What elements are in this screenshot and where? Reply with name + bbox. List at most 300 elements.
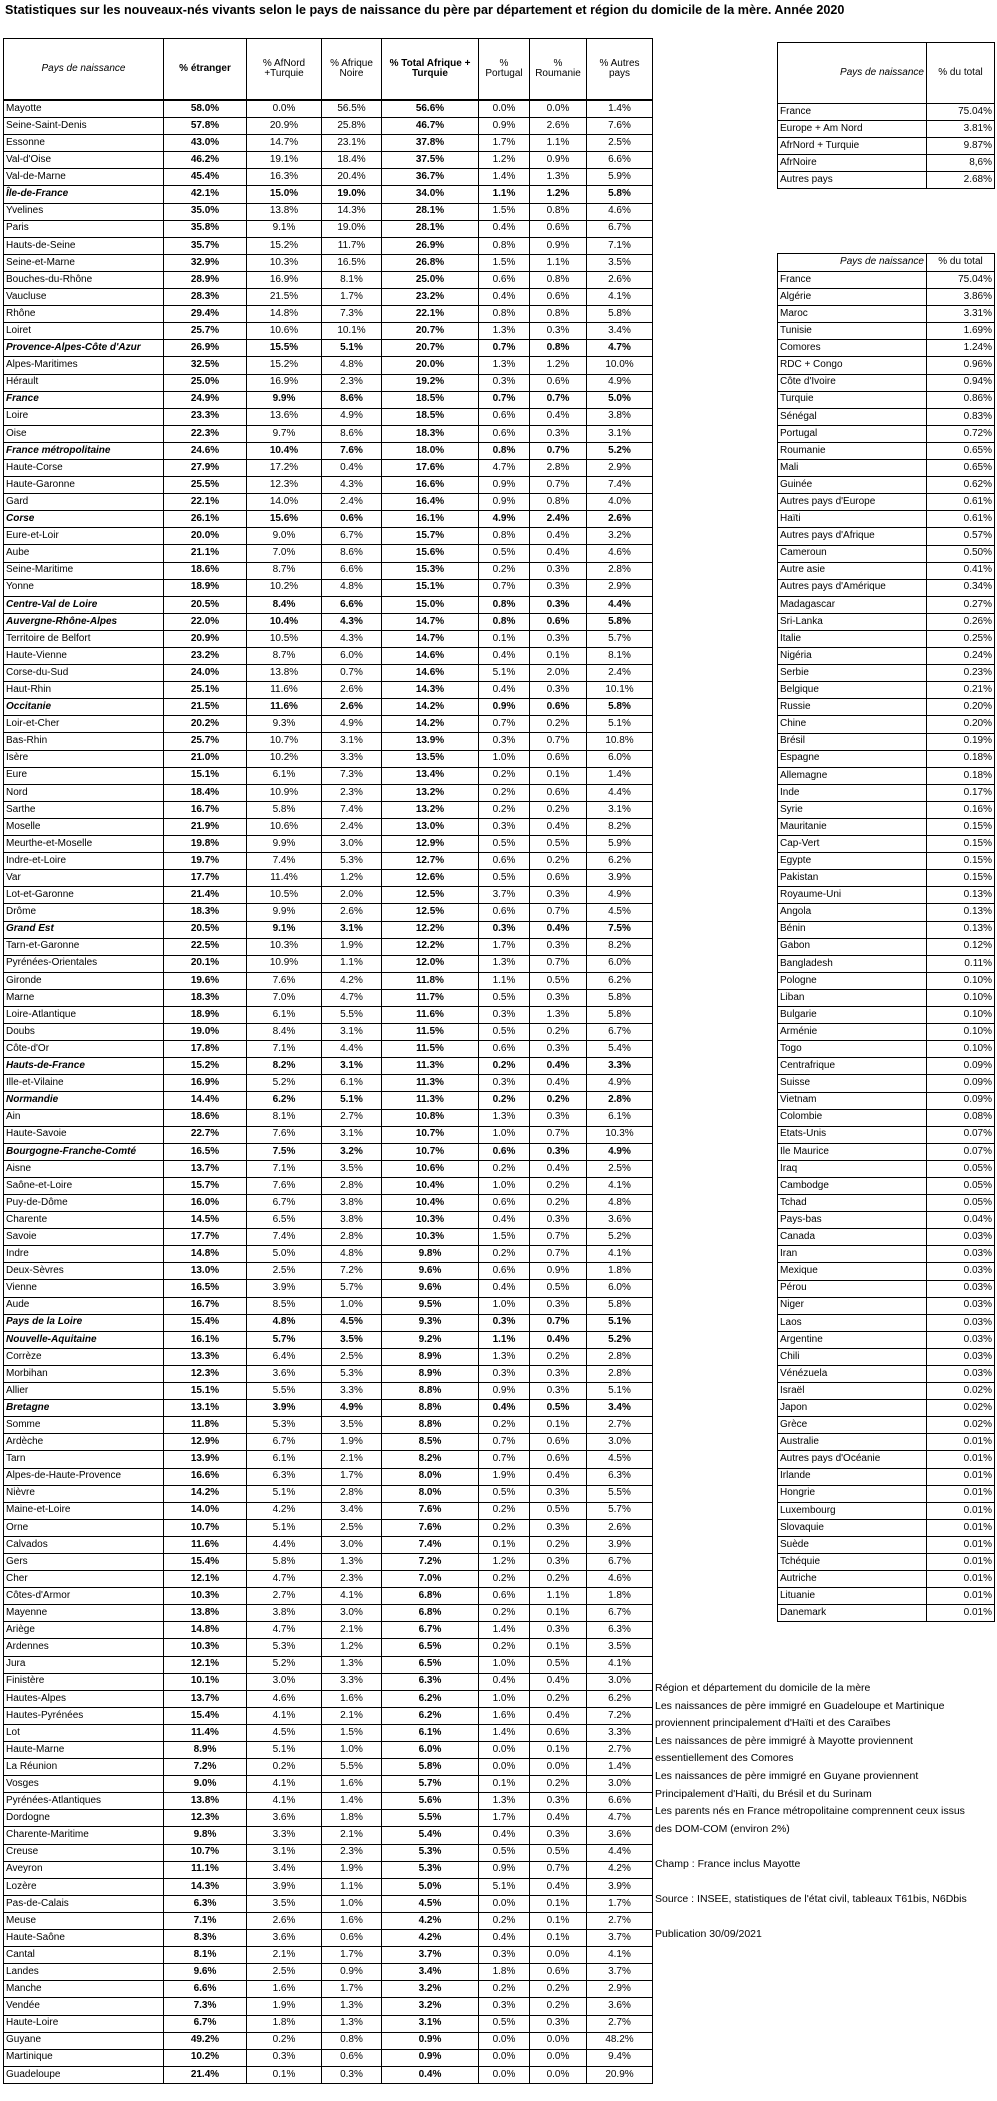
value-cell: 0.2% — [530, 716, 587, 733]
value-cell: 0.7% — [479, 340, 530, 357]
value-cell: 11.1% — [164, 1861, 247, 1878]
value-cell: 5.8% — [247, 801, 322, 818]
table-row — [4, 374, 653, 391]
row-label: Val-d'Oise — [4, 152, 164, 169]
table-row — [778, 1109, 995, 1126]
value-cell: 5.3% — [322, 853, 382, 870]
table-row — [4, 1776, 653, 1793]
value-cell: 2.6% — [322, 904, 382, 921]
value-cell: 5.1% — [479, 1878, 530, 1895]
value-cell: 5.8% — [587, 699, 653, 716]
table-row — [4, 1571, 653, 1588]
table-row — [778, 784, 995, 801]
value-cell: 14.7% — [247, 135, 322, 152]
value-cell: 0.07% — [927, 1143, 995, 1160]
value-cell: 14.4% — [164, 1092, 247, 1109]
value-cell: 8.1% — [322, 271, 382, 288]
table-row — [4, 613, 653, 630]
value-cell: 14.8% — [247, 306, 322, 323]
value-cell: 0.6% — [479, 408, 530, 425]
value-cell: 34.0% — [382, 186, 479, 203]
value-cell: 18.5% — [382, 391, 479, 408]
table-row — [4, 1485, 653, 1502]
value-cell: 13.3% — [164, 1348, 247, 1365]
value-cell: 2.9% — [587, 459, 653, 476]
value-cell: 4.7% — [322, 989, 382, 1006]
table-row — [778, 1588, 995, 1605]
value-cell: 7.2% — [382, 1553, 479, 1570]
value-cell: 0.7% — [479, 391, 530, 408]
value-cell: 14.8% — [164, 1622, 247, 1639]
value-cell: 5.3% — [322, 1365, 382, 1382]
table-row — [778, 1195, 995, 1212]
value-cell: 5.1% — [247, 1485, 322, 1502]
value-cell: 0.5% — [479, 989, 530, 1006]
value-cell: 0.12% — [927, 938, 995, 955]
row-label: Alpes-Maritimes — [4, 357, 164, 374]
table-row — [4, 220, 653, 237]
table-row — [778, 1400, 995, 1417]
value-cell: 0.6% — [530, 870, 587, 887]
table-row — [4, 1622, 653, 1639]
table-row — [778, 138, 995, 155]
table-row — [4, 1451, 653, 1468]
value-cell: 1.3% — [479, 955, 530, 972]
value-cell: 0.65% — [927, 460, 995, 477]
value-cell: 0.2% — [530, 1348, 587, 1365]
value-cell: 2.5% — [247, 1964, 322, 1981]
value-cell: 0.3% — [247, 2049, 322, 2066]
row-label: Europe + Am Nord — [778, 121, 927, 138]
table-row — [4, 1058, 653, 1075]
row-label: Chine — [778, 716, 927, 733]
row-label: AfrNord + Turquie — [778, 138, 927, 155]
value-cell: 5.5% — [322, 1759, 382, 1776]
value-cell: 10.8% — [382, 1109, 479, 1126]
value-cell: 0.8% — [530, 306, 587, 323]
value-cell: 21.5% — [247, 289, 322, 306]
value-cell: 1.1% — [530, 1588, 587, 1605]
value-cell: 5.8% — [587, 186, 653, 203]
value-cell: 9.9% — [247, 904, 322, 921]
value-cell: 14.2% — [382, 716, 479, 733]
value-cell: 6.1% — [322, 1075, 382, 1092]
value-cell: 4.4% — [322, 1041, 382, 1058]
value-cell: 0.09% — [927, 1058, 995, 1075]
value-cell: 8.4% — [247, 1024, 322, 1041]
value-cell: 0.1% — [479, 630, 530, 647]
value-cell: 3.31% — [927, 306, 995, 323]
table-row — [778, 1536, 995, 1553]
value-cell: 0.4% — [530, 1331, 587, 1348]
value-cell: 2.1% — [322, 1827, 382, 1844]
table-row — [778, 1212, 995, 1229]
value-cell: 0.6% — [530, 289, 587, 306]
value-cell: 20.4% — [322, 169, 382, 186]
value-cell: 6.6% — [587, 152, 653, 169]
table-row — [4, 1588, 653, 1605]
value-cell: 6.0% — [587, 750, 653, 767]
value-cell: 17.7% — [164, 1229, 247, 1246]
value-cell: 0.4% — [479, 1930, 530, 1947]
row-label: AfrNoire — [778, 155, 927, 172]
value-cell: 6.1% — [247, 1006, 322, 1023]
value-cell: 2.7% — [587, 1417, 653, 1434]
row-label: Moselle — [4, 818, 164, 835]
value-cell: 4.6% — [587, 203, 653, 220]
value-cell: 5.7% — [587, 1502, 653, 1519]
value-cell: 0.2% — [530, 1177, 587, 1194]
value-cell: 18.6% — [164, 1109, 247, 1126]
value-cell: 8.6% — [322, 391, 382, 408]
row-label: Côtes-d'Armor — [4, 1588, 164, 1605]
value-cell: 5.1% — [587, 1314, 653, 1331]
value-cell: 1.3% — [479, 1793, 530, 1810]
value-cell: 1.3% — [479, 1109, 530, 1126]
value-cell: 1.9% — [479, 1468, 530, 1485]
row-label: Yonne — [4, 579, 164, 596]
row-label: Haute-Corse — [4, 459, 164, 476]
row-label: Creuse — [4, 1844, 164, 1861]
row-label: Meuse — [4, 1912, 164, 1929]
table-row — [4, 289, 653, 306]
table-row — [4, 1314, 653, 1331]
value-cell: 3.8% — [247, 1605, 322, 1622]
value-cell: 3.6% — [587, 1998, 653, 2015]
table-row — [778, 1451, 995, 1468]
value-cell: 0.0% — [530, 2032, 587, 2049]
value-cell: 3.1% — [322, 1126, 382, 1143]
value-cell: 0.13% — [927, 887, 995, 904]
value-cell: 3.4% — [587, 323, 653, 340]
value-cell: 0.25% — [927, 630, 995, 647]
value-cell: 3.2% — [382, 1981, 479, 1998]
row-label: Bangladesh — [778, 955, 927, 972]
row-label: Finistère — [4, 1673, 164, 1690]
value-cell: 0.16% — [927, 801, 995, 818]
row-label: Isère — [4, 750, 164, 767]
table-row — [4, 1861, 653, 1878]
value-cell: 0.24% — [927, 648, 995, 665]
value-cell: 5.8% — [382, 1759, 479, 1776]
value-cell: 3.5% — [322, 1160, 382, 1177]
value-cell: 0.0% — [479, 2066, 530, 2083]
value-cell: 2.68% — [927, 172, 995, 189]
value-cell: 24.0% — [164, 665, 247, 682]
row-label: Loir-et-Cher — [4, 716, 164, 733]
value-cell: 0.20% — [927, 716, 995, 733]
value-cell: 3.3% — [322, 750, 382, 767]
value-cell: 0.3% — [530, 1383, 587, 1400]
value-cell: 0.01% — [927, 1451, 995, 1468]
table-row — [4, 870, 653, 887]
value-cell: 5.9% — [587, 836, 653, 853]
value-cell: 56.5% — [322, 100, 382, 118]
value-cell: 5.8% — [587, 1297, 653, 1314]
value-cell: 0.2% — [479, 1605, 530, 1622]
value-cell: 0.3% — [530, 323, 587, 340]
value-cell: 1.6% — [322, 1776, 382, 1793]
value-cell: 0.4% — [530, 1058, 587, 1075]
value-cell: 6.3% — [587, 1622, 653, 1639]
value-cell: 0.3% — [530, 1297, 587, 1314]
value-cell: 7.4% — [247, 1229, 322, 1246]
value-cell: 0.2% — [530, 853, 587, 870]
row-label: Ille-et-Vilaine — [4, 1075, 164, 1092]
value-cell: 10.5% — [247, 887, 322, 904]
value-cell: 5.5% — [587, 1485, 653, 1502]
value-cell: 0.4% — [479, 220, 530, 237]
value-cell: 0.7% — [530, 1861, 587, 1878]
table-row — [4, 1075, 653, 1092]
value-cell: 1.5% — [322, 1724, 382, 1741]
table-row — [778, 1502, 995, 1519]
value-cell: 7.1% — [247, 1041, 322, 1058]
value-cell: 5.1% — [322, 1092, 382, 1109]
value-cell: 0.8% — [479, 613, 530, 630]
origin-summary-table — [777, 42, 995, 189]
value-cell: 20.0% — [382, 357, 479, 374]
value-cell: 8.2% — [382, 1451, 479, 1468]
value-cell: 4.1% — [247, 1707, 322, 1724]
value-cell: 2.3% — [322, 1571, 382, 1588]
table-row — [778, 511, 995, 528]
table-row — [4, 1006, 653, 1023]
table-row — [4, 1502, 653, 1519]
value-cell: 0.61% — [927, 494, 995, 511]
value-cell: 6.7% — [587, 1553, 653, 1570]
value-cell: 4.9% — [587, 374, 653, 391]
value-cell: 7.2% — [164, 1759, 247, 1776]
value-cell: 2.1% — [322, 1622, 382, 1639]
value-cell: 0.10% — [927, 972, 995, 989]
value-cell: 0.6% — [322, 2049, 382, 2066]
value-cell: 0.1% — [479, 1776, 530, 1793]
table-row — [4, 1297, 653, 1314]
value-cell: 4.2% — [587, 1861, 653, 1878]
value-cell: 3.5% — [247, 1895, 322, 1912]
value-cell: 7.6% — [382, 1519, 479, 1536]
value-cell: 2.6% — [322, 682, 382, 699]
value-cell: 0.4% — [530, 545, 587, 562]
value-cell: 25.0% — [164, 374, 247, 391]
table-row — [778, 545, 995, 562]
value-cell: 16.9% — [164, 1075, 247, 1092]
value-cell: 1.5% — [479, 254, 530, 271]
table-row — [4, 1229, 653, 1246]
value-cell: 4.3% — [322, 630, 382, 647]
country-table-header — [778, 254, 995, 272]
value-cell: 3.9% — [587, 1536, 653, 1553]
row-label: Brésil — [778, 733, 927, 750]
value-cell: 14.8% — [164, 1246, 247, 1263]
row-label: Belgique — [778, 682, 927, 699]
value-cell: 8.6% — [322, 545, 382, 562]
value-cell: 13.1% — [164, 1400, 247, 1417]
value-cell: 35.7% — [164, 237, 247, 254]
value-cell: 6.0% — [322, 648, 382, 665]
table-row — [4, 340, 653, 357]
value-cell: 7.0% — [247, 989, 322, 1006]
value-cell: 0.7% — [530, 442, 587, 459]
value-cell: 2.8% — [322, 1177, 382, 1194]
row-label: Orne — [4, 1519, 164, 1536]
value-cell: 75.04% — [927, 272, 995, 289]
value-cell: 6.6% — [164, 1981, 247, 1998]
value-cell: 6.0% — [587, 955, 653, 972]
value-cell: 1.4% — [479, 1622, 530, 1639]
value-cell: 0.1% — [530, 1930, 587, 1947]
value-cell: 0.03% — [927, 1263, 995, 1280]
row-label: Provence-Alpes-Côte d'Azur — [4, 340, 164, 357]
table-row — [778, 648, 995, 665]
value-cell: 0.2% — [479, 562, 530, 579]
value-cell: 15.3% — [382, 562, 479, 579]
value-cell: 1.3% — [322, 1998, 382, 2015]
value-cell: 4.7% — [587, 1810, 653, 1827]
value-cell: 10.1% — [164, 1673, 247, 1690]
value-cell: 21.1% — [164, 545, 247, 562]
value-cell: 0.2% — [530, 1776, 587, 1793]
value-cell: 15.2% — [247, 357, 322, 374]
value-cell: 0.94% — [927, 374, 995, 391]
value-cell: 3.0% — [587, 1434, 653, 1451]
value-cell: 9.6% — [382, 1263, 479, 1280]
value-cell: 0.3% — [530, 1041, 587, 1058]
value-cell: 13.8% — [164, 1793, 247, 1810]
value-cell: 0.0% — [479, 1742, 530, 1759]
value-cell: 16.7% — [164, 801, 247, 818]
row-label: Allemagne — [778, 767, 927, 784]
table-row — [4, 1639, 653, 1656]
value-cell: 19.0% — [322, 186, 382, 203]
value-cell: 12.3% — [164, 1810, 247, 1827]
value-cell: 13.9% — [382, 733, 479, 750]
value-cell: 11.8% — [164, 1417, 247, 1434]
row-label: Corrèze — [4, 1348, 164, 1365]
value-cell: 6.3% — [164, 1895, 247, 1912]
value-cell: 6.0% — [382, 1742, 479, 1759]
table-row — [778, 104, 995, 121]
table-row — [778, 716, 995, 733]
value-cell: 13.2% — [382, 784, 479, 801]
value-cell: 0.9% — [530, 237, 587, 254]
value-cell: 2.7% — [587, 1742, 653, 1759]
row-label: Landes — [4, 1964, 164, 1981]
row-label: Madagascar — [778, 596, 927, 613]
value-cell: 0.2% — [530, 801, 587, 818]
value-cell: 9.87% — [927, 138, 995, 155]
value-cell: 2.6% — [322, 699, 382, 716]
value-cell: 7.0% — [382, 1571, 479, 1588]
table-row — [778, 938, 995, 955]
value-cell: 6.7% — [587, 220, 653, 237]
value-cell: 0.9% — [530, 1263, 587, 1280]
row-label: Doubs — [4, 1024, 164, 1041]
value-cell: 0.2% — [479, 1981, 530, 1998]
table-row — [4, 1759, 653, 1776]
value-cell: 11.3% — [382, 1075, 479, 1092]
table-row — [4, 887, 653, 904]
row-label: Bas-Rhin — [4, 733, 164, 750]
row-label: Russie — [778, 699, 927, 716]
value-cell: 0.4% — [382, 2066, 479, 2083]
value-cell: 4.1% — [587, 1177, 653, 1194]
value-cell: 3.6% — [587, 1212, 653, 1229]
value-cell: 1.7% — [322, 1981, 382, 1998]
table-row — [4, 1536, 653, 1553]
value-cell: 0.07% — [927, 1126, 995, 1143]
row-label: Bourgogne-Franche-Comté — [4, 1143, 164, 1160]
value-cell: 1.7% — [322, 1947, 382, 1964]
value-cell: 21.5% — [164, 699, 247, 716]
value-cell: 3.1% — [587, 801, 653, 818]
value-cell: 3.4% — [322, 1502, 382, 1519]
table-row — [778, 579, 995, 596]
row-label: Nord — [4, 784, 164, 801]
value-cell: 2.5% — [322, 1519, 382, 1536]
value-cell: 0.10% — [927, 989, 995, 1006]
header-row — [778, 254, 995, 272]
row-label: Indre — [4, 1246, 164, 1263]
value-cell: 15.1% — [164, 1383, 247, 1400]
row-label: Nouvelle-Aquitaine — [4, 1331, 164, 1348]
value-cell: 48.2% — [587, 2032, 653, 2049]
value-cell: 7.6% — [247, 1126, 322, 1143]
table-row — [4, 716, 653, 733]
value-cell: 10.9% — [247, 784, 322, 801]
row-label: Rhône — [4, 306, 164, 323]
value-cell: 0.8% — [530, 271, 587, 288]
value-cell: 3.7% — [479, 887, 530, 904]
row-label: Vienne — [4, 1280, 164, 1297]
value-cell: 6.2% — [247, 1092, 322, 1109]
table-row — [4, 1331, 653, 1348]
value-cell: 0.8% — [322, 2032, 382, 2049]
table-row — [4, 767, 653, 784]
value-cell: 5.7% — [322, 1280, 382, 1297]
row-label: Maine-et-Loire — [4, 1502, 164, 1519]
value-cell: 3.4% — [382, 1964, 479, 1981]
value-cell: 2.6% — [587, 511, 653, 528]
table-row — [4, 1964, 653, 1981]
value-cell: 5.5% — [382, 1810, 479, 1827]
value-cell: 11.5% — [382, 1041, 479, 1058]
row-label: Guinée — [778, 477, 927, 494]
value-cell: 3.1% — [382, 2015, 479, 2032]
row-label: Egypte — [778, 853, 927, 870]
value-cell: 0.1% — [530, 1742, 587, 1759]
value-cell: 14.3% — [382, 682, 479, 699]
table-row — [4, 1109, 653, 1126]
value-cell: 4.7% — [587, 340, 653, 357]
value-cell: 1.1% — [479, 1331, 530, 1348]
table-row — [4, 665, 653, 682]
value-cell: 16.7% — [164, 1297, 247, 1314]
value-cell: 25.1% — [164, 682, 247, 699]
value-cell: 13.4% — [382, 767, 479, 784]
row-label: Suisse — [778, 1075, 927, 1092]
main-table-header — [4, 39, 653, 101]
table-row — [778, 1092, 995, 1109]
value-cell: 0.02% — [927, 1400, 995, 1417]
value-cell: 3.5% — [322, 1331, 382, 1348]
table-row — [4, 836, 653, 853]
value-cell: 10.1% — [587, 682, 653, 699]
value-cell: 5.1% — [587, 1383, 653, 1400]
table-row — [4, 750, 653, 767]
value-cell: 5.5% — [322, 1006, 382, 1023]
